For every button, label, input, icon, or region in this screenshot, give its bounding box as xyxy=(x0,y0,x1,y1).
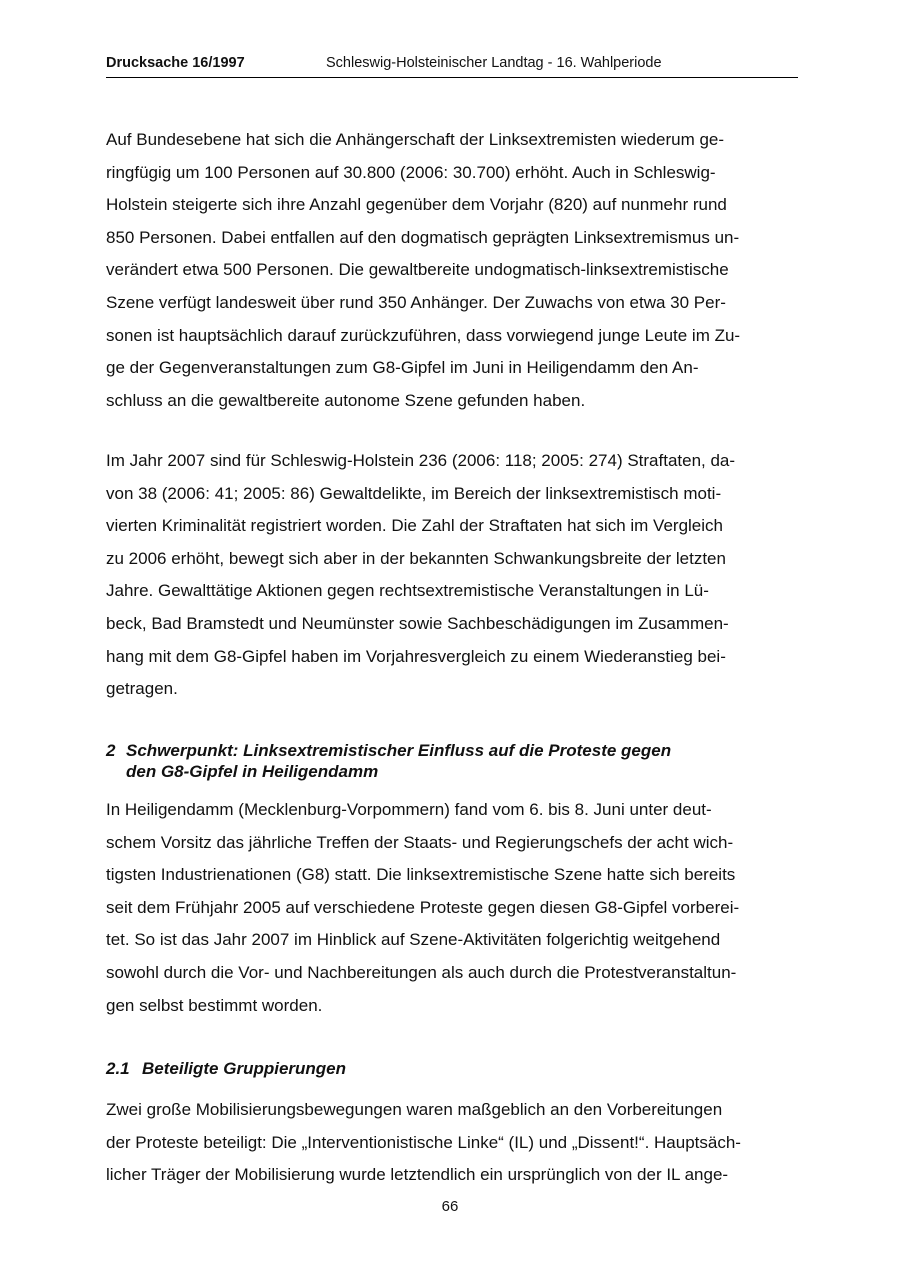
text-line: ringfügig um 100 Personen auf 30.800 (2006: 30.700) erhöht. Auch in Schleswig- xyxy=(106,162,716,182)
text-line: vierten Kriminalität registriert worden. Die Zahl der Straftaten hat sich im Vergleich xyxy=(106,516,723,536)
text-line: sonen ist hauptsächlich darauf zurückzuführen, dass vorwiegend junge Leute im Zu- xyxy=(106,325,741,345)
section-number: 2 xyxy=(106,741,116,760)
text-line: Zwei große Mobilisierungsbewegungen waren maßgeblich an den Vorbereitungen xyxy=(106,1100,723,1119)
text-line: seit dem Frühjahr 2005 auf verschiedene Proteste gegen diesen G8-Gipfel vorberei- xyxy=(106,897,740,917)
subsection-title: Beteiligte Gruppierungen xyxy=(142,1059,347,1078)
paragraph-offences xyxy=(106,445,798,706)
text-line: verändert etwa 500 Personen. Die gewaltbereite undogmatisch-linksextremistische xyxy=(106,260,729,280)
text-line: der Proteste beteiligt: Die „Interventionistische Linke“ (IL) und „Dissent!“. Hauptsäch- xyxy=(106,1132,741,1152)
text-line: Szene verfügt landesweit über rund 350 Anhänger. Der Zuwachs von etwa 30 Per- xyxy=(106,292,726,312)
document-number: Drucksache 16/1997 xyxy=(106,55,245,71)
page-header xyxy=(106,52,798,78)
text-line: getragen. xyxy=(106,679,178,699)
parliament-title: Schleswig-Holsteinischer Landtag - 16. Wahlperiode xyxy=(326,55,662,71)
text-line: sowohl durch die Vor- und Nachbereitungen als auch durch die Protestveranstaltun- xyxy=(106,962,737,982)
text-line: tigsten Industrienationen (G8) statt. Die linksextremistische Szene hatte sich bereits xyxy=(106,865,736,885)
paragraph-groups xyxy=(106,1094,798,1192)
text-line: Holstein steigerte sich ihre Anzahl gegenüber dem Vorjahr (820) auf nunmehr rund xyxy=(106,195,727,215)
text-line: Im Jahr 2007 sind für Schleswig-Holstein 236 (2006: 118; 2005: 274) Straftaten, da- xyxy=(106,451,736,470)
section-heading-2-1 xyxy=(106,1058,346,1079)
text-line: 850 Personen. Dabei entfallen auf den dogmatisch geprägten Linksextremismus un- xyxy=(106,227,740,247)
text-line: ge der Gegenveranstaltungen zum G8-Gipfel im Juni in Heiligendamm den An- xyxy=(106,358,699,378)
section-heading-2 xyxy=(106,740,671,782)
page-number: 66 xyxy=(441,1198,459,1215)
text-line: schem Vorsitz das jährliche Treffen der Staats- und Regierungschefs der acht wich- xyxy=(106,832,734,852)
text-line: licher Träger der Mobilisierung wurde letztendlich ein ursprünglich von der IL ange- xyxy=(106,1165,729,1185)
text-line: von 38 (2006: 41; 2005: 86) Gewaltdelikte, im Bereich der linksextremistisch moti- xyxy=(106,483,722,503)
text-line: In Heiligendamm (Mecklenburg-Vorpommern) fand vom 6. bis 8. Juni unter deut- xyxy=(106,800,712,819)
text-line: schluss an die gewaltbereite autonome Szene gefunden haben. xyxy=(106,390,586,410)
text-line: gen selbst bestimmt worden. xyxy=(106,995,323,1015)
section-title-line1: Schwerpunkt: Linksextremistischer Einfluss auf die Proteste gegen xyxy=(126,741,672,760)
text-line: Auf Bundesebene hat sich die Anhängerschaft der Linksextremisten wiederum ge- xyxy=(106,130,725,149)
text-line: tet. So ist das Jahr 2007 im Hinblick auf Szene-Aktivitäten folgerichtig weitgehend xyxy=(106,930,721,950)
text-line: Jahre. Gewalttätige Aktionen gegen rechtsextremistische Veranstaltungen in Lü- xyxy=(106,581,709,601)
text-line: zu 2006 erhöht, bewegt sich aber in der bekannten Schwankungsbreite der letzten xyxy=(106,548,726,568)
paragraph-supporters xyxy=(106,124,798,417)
paragraph-g8-summit xyxy=(106,794,798,1022)
section-title-line2: den G8-Gipfel in Heiligendamm xyxy=(126,762,379,781)
subsection-number: 2.1 xyxy=(106,1059,130,1078)
text-line: hang mit dem G8-Gipfel haben im Vorjahresvergleich zu einem Wiederanstieg bei- xyxy=(106,646,726,666)
text-line: beck, Bad Bramstedt und Neumünster sowie Sachbeschädigungen im Zusammen- xyxy=(106,613,729,633)
